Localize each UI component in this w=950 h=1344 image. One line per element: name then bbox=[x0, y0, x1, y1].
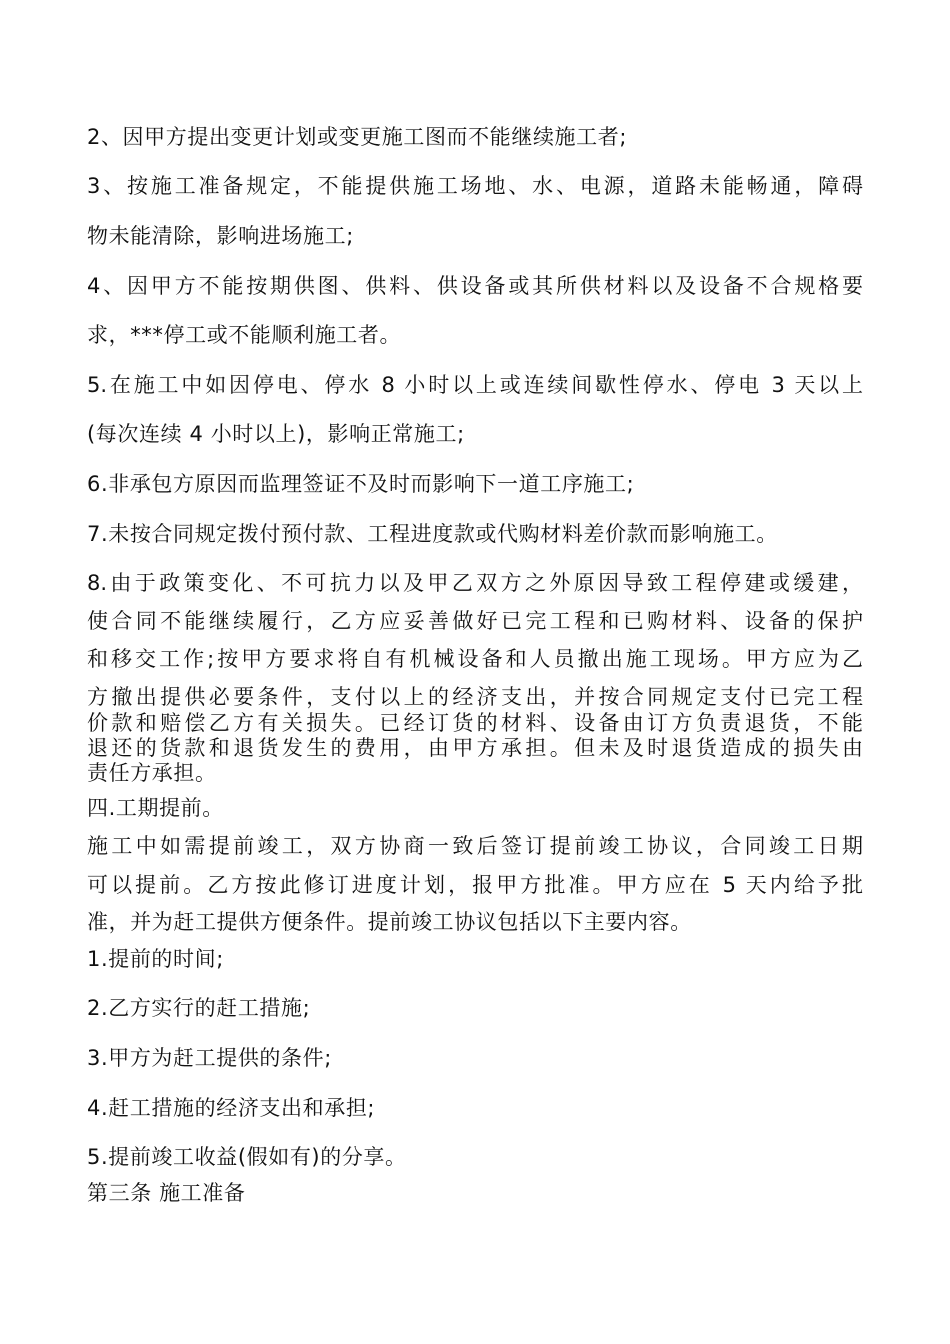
clause-item-4-line-2: 求，***停工或不能顺利施工者。 bbox=[87, 323, 402, 347]
clause-item-8-line-5: 价款和赔偿乙方有关损失。已经订货的材料、设备由订方负责退货，不能 bbox=[87, 711, 863, 735]
clause-item-3-line-1: 3、按施工准备规定，不能提供施工场地、水、电源，道路未能畅通，障碍 bbox=[87, 174, 863, 198]
list-item-4: 4.赶工措施的经济支出和承担; bbox=[87, 1096, 376, 1120]
clause-item-8-line-6: 退还的货款和退货发生的费用，由甲方承担。但未及时退货造成的损失由 bbox=[87, 736, 863, 760]
clause-item-8-line-1: 8.由于政策变化、不可抗力以及甲乙双方之外原因导致工程停建或缓建， bbox=[87, 571, 863, 595]
article-heading: 第三条 施工准备 bbox=[87, 1181, 246, 1205]
paragraph-line-1: 施工中如需提前竣工，双方协商一致后签订提前竣工协议，合同竣工日期 bbox=[87, 834, 863, 858]
clause-item-8-line-2: 使合同不能继续履行，乙方应妥善做好已完工程和已购材料、设备的保护 bbox=[87, 609, 863, 633]
clause-item-3-line-2: 物未能清除，影响进场施工; bbox=[87, 224, 354, 248]
list-item-1: 1.提前的时间; bbox=[87, 947, 224, 971]
clause-item-5-line-1: 5.在施工中如因停电、停水 8 小时以上或连续间歇性停水、停电 3 天以上 bbox=[87, 373, 863, 397]
clause-item-2: 2、因甲方提出变更计划或变更施工图而不能继续施工者; bbox=[87, 125, 628, 149]
paragraph-line-2: 可以提前。乙方按此修订进度计划，报甲方批准。甲方应在 5 天内给予批 bbox=[87, 873, 863, 897]
clause-item-4-line-1: 4、因甲方不能按期供图、供料、供设备或其所供材料以及设备不合规格要 bbox=[87, 274, 863, 298]
list-item-5: 5.提前竣工收益(假如有)的分享。 bbox=[87, 1145, 407, 1169]
paragraph-line-3: 准，并为赶工提供方便条件。提前竣工协议包括以下主要内容。 bbox=[87, 910, 692, 934]
clause-item-8-line-7: 责任方承担。 bbox=[87, 761, 217, 785]
clause-item-5-line-2: (每次连续 4 小时以上)，影响正常施工; bbox=[87, 422, 465, 446]
list-item-2: 2.乙方实行的赶工措施; bbox=[87, 996, 311, 1020]
clause-item-8-line-4: 方撤出提供必要条件，支付以上的经济支出，并按合同规定支付已完工程 bbox=[87, 685, 863, 709]
section-heading-4: 四.工期提前。 bbox=[87, 796, 224, 820]
clause-item-6: 6.非承包方原因而监理签证不及时而影响下一道工序施工; bbox=[87, 472, 635, 496]
list-item-3: 3.甲方为赶工提供的条件; bbox=[87, 1046, 332, 1070]
clause-item-7: 7.未按合同规定拨付预付款、工程进度款或代购材料差价款而影响施工。 bbox=[87, 522, 778, 546]
clause-item-8-line-3: 和移交工作;按甲方要求将自有机械设备和人员撤出施工现场。甲方应为乙 bbox=[87, 647, 863, 671]
